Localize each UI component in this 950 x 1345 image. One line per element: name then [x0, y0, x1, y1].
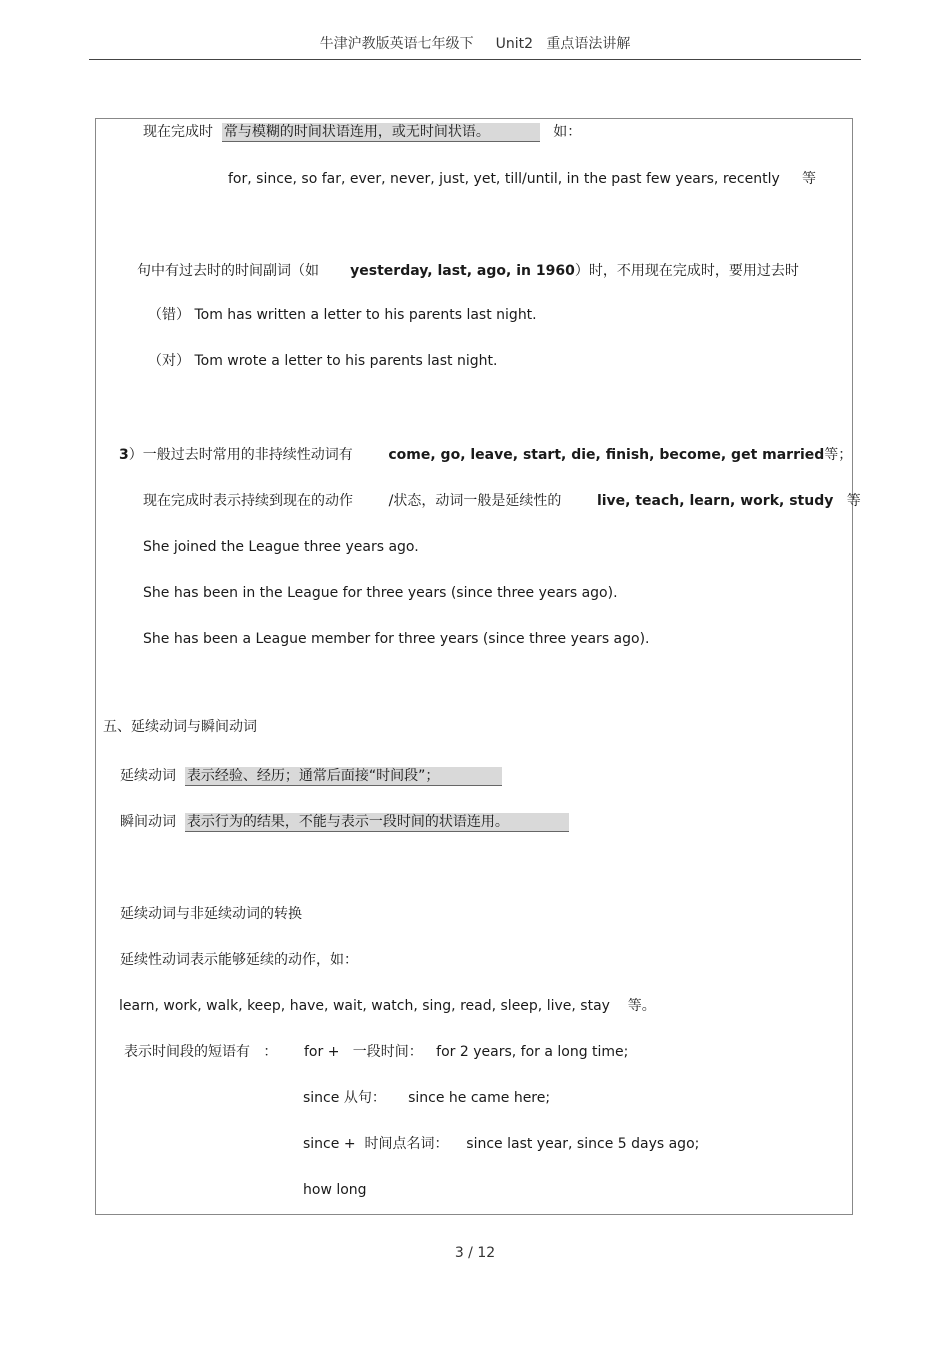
present-perfect-highlight: 常与模糊的时间状语连用，或无时间状语。 [222, 123, 540, 142]
page-number: 3 / 12 [454, 1245, 496, 1261]
phrase-3-c: since last year, since 5 days ago; [466, 1136, 700, 1152]
phrase-2-a: since 从句： [303, 1090, 386, 1106]
durative-suffix: 等 [846, 493, 861, 509]
line-nondurative-verbs [119, 446, 852, 464]
header-rule [89, 59, 861, 60]
nondurative-suffix: 等； [824, 447, 853, 463]
page-header [0, 35, 950, 53]
time-adverbs-suffix: 等 [802, 171, 817, 187]
line-right-example [148, 352, 497, 370]
wrong-mark: （错） [148, 307, 190, 323]
header-title: 牛津沪教版英语七年级下 [319, 36, 474, 52]
nondurative-verbs-bold: come, go, leave, start, die, finish, become, get married [388, 447, 825, 463]
phrase-1-a: for + [304, 1044, 340, 1060]
phrase-row-2 [303, 1089, 550, 1107]
present-perfect-label: 现在完成时 [143, 124, 213, 140]
wrong-sentence: Tom has written a letter to his parents last night. [194, 307, 537, 323]
line-present-perfect-usage [143, 123, 581, 142]
phrase-1-b: 一段时间： [352, 1044, 423, 1060]
line-durative-definition [120, 767, 502, 786]
line-wrong-example [148, 306, 537, 324]
durative-verbs-bold: live, teach, learn, work, study [596, 493, 834, 509]
time-adverbs-list: for, since, so far, ever, never, just, yet, till/until, in the past few years, recently [228, 171, 780, 187]
line-durative-verbs [143, 492, 861, 510]
durative-verbs-list-suffix: 等。 [627, 998, 656, 1014]
header-unit: Unit2 [495, 36, 534, 52]
phrase-row-3 [303, 1135, 699, 1153]
line-past-adverbs-rule [137, 262, 799, 280]
line-time-adverbs [228, 170, 816, 188]
phrase-3-b: 时间点名词： [364, 1136, 449, 1152]
phrase-1-c: for 2 years, for a long time; [436, 1044, 629, 1060]
phrase-3-a: since + [303, 1136, 356, 1152]
nondurative-text: ）一般过去时常用的非持续性动词有 [128, 447, 353, 463]
past-adverbs-bold: yesterday, last, ago, in 1960 [350, 263, 575, 279]
phrase-row-1 [304, 1043, 628, 1061]
durative-text-2: /状态，动词一般是延续性的 [388, 493, 562, 509]
durative-text: 现在完成时表示持续到现在的动作 [143, 493, 353, 509]
right-sentence: Tom wrote a letter to his parents last night. [194, 353, 498, 369]
durative-verbs-list: learn, work, walk, keep, have, wait, watch, sing, read, sleep, live, stay [119, 998, 610, 1014]
instant-label: 瞬间动词 [120, 814, 176, 830]
header-subtitle: 重点语法讲解 [546, 36, 631, 52]
durative-highlight: 表示经验、经历；通常后面接“时间段”； [185, 767, 502, 786]
time-phrase-label [124, 1043, 277, 1061]
section-heading-five: 五、延续动词与瞬间动词 [103, 719, 257, 735]
time-phrase-colon: ： [263, 1044, 278, 1060]
right-mark: （对） [148, 353, 190, 369]
example-sentence-3: She has been a League member for three years (since three years ago). [143, 631, 650, 647]
line-instant-definition [120, 813, 569, 832]
durative-verbs-intro: 延续性动词表示能够延续的动作，如： [120, 952, 358, 968]
point-number: 3 [119, 447, 129, 463]
instant-highlight: 表示行为的结果，不能与表示一段时间的状语连用。 [185, 813, 569, 832]
time-phrase-text: 表示时间段的短语有 [124, 1044, 250, 1060]
present-perfect-suffix: 如： [553, 124, 582, 140]
line-durative-verbs-list [119, 997, 656, 1015]
phrase-row-4: how long [303, 1182, 367, 1198]
conversion-heading: 延续动词与非延续动词的转换 [120, 906, 302, 922]
example-sentence-2: She has been in the League for three years (since three years ago). [143, 585, 618, 601]
example-sentence-1: She joined the League three years ago. [143, 539, 419, 555]
durative-label: 延续动词 [120, 768, 176, 784]
past-adverbs-suffix: ）时，不用现在完成时，要用过去时 [574, 263, 799, 279]
past-adverbs-prefix: 句中有过去时的时间副词（如 [137, 263, 319, 279]
phrase-2-b: since he came here; [408, 1090, 551, 1106]
